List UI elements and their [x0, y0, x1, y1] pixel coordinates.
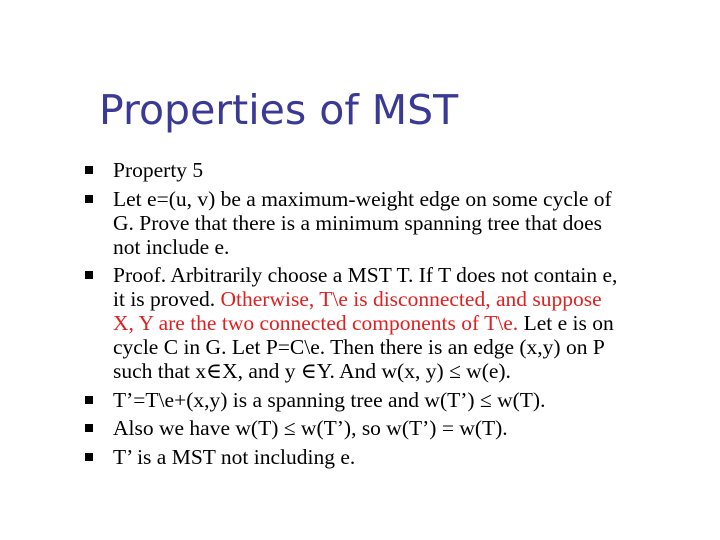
square-bullet-icon — [85, 453, 93, 461]
proof-line-3 — [113, 311, 698, 335]
bullet-text: T’ is a MST not including e. — [113, 444, 356, 469]
square-bullet-icon — [85, 396, 93, 404]
highlighted-text: X, Y are the two connected components of T\e. — [113, 311, 519, 335]
bullet-text: T’=T\e+(x,y) is a spanning tree and w(T’) ≤ w(T). — [113, 387, 546, 412]
bullet-item-weights — [78, 416, 698, 440]
proof-line-4: cycle C in G. Let P=C\e. Then there is an edge (x,y) on P — [113, 335, 605, 359]
bullet-text: Also we have w(T) ≤ w(T’), so w(T’) = w(T). — [113, 416, 508, 440]
proof-line-1: Proof. Arbitrarily choose a MST T. If T does not contain e, — [113, 263, 618, 287]
square-bullet-icon — [85, 271, 93, 279]
proof-line-2 — [113, 287, 698, 311]
bullet-text-line: Let e=(u, v) be a maximum-weight edge on some cycle of — [113, 186, 612, 211]
bullet-text-line: G. Prove that there is a minimum spanning tree that does — [113, 210, 603, 235]
bullet-item-property — [78, 158, 698, 182]
highlighted-text: Otherwise, T\e is disconnected, and suppose — [220, 287, 602, 311]
square-bullet-icon — [85, 195, 93, 203]
square-bullet-icon — [85, 166, 93, 174]
proof-text: Let e is on — [518, 311, 614, 335]
proof-text: it is proved. — [113, 287, 221, 311]
bullet-item-statement — [78, 187, 698, 259]
proof-line-5: such that x∈X, and y ∈Y. And w(x, y) ≤ w(e). — [113, 359, 511, 383]
bullet-item-conclusion — [78, 445, 698, 469]
bullet-text-line: not include e. — [113, 234, 230, 259]
square-bullet-icon — [85, 424, 93, 432]
bullet-list — [78, 158, 698, 473]
bullet-item-proof — [78, 263, 698, 383]
slide-title: Properties of MST — [99, 86, 459, 134]
bullet-text: Property 5 — [113, 158, 204, 182]
bullet-item-spanning-tree — [78, 388, 698, 412]
